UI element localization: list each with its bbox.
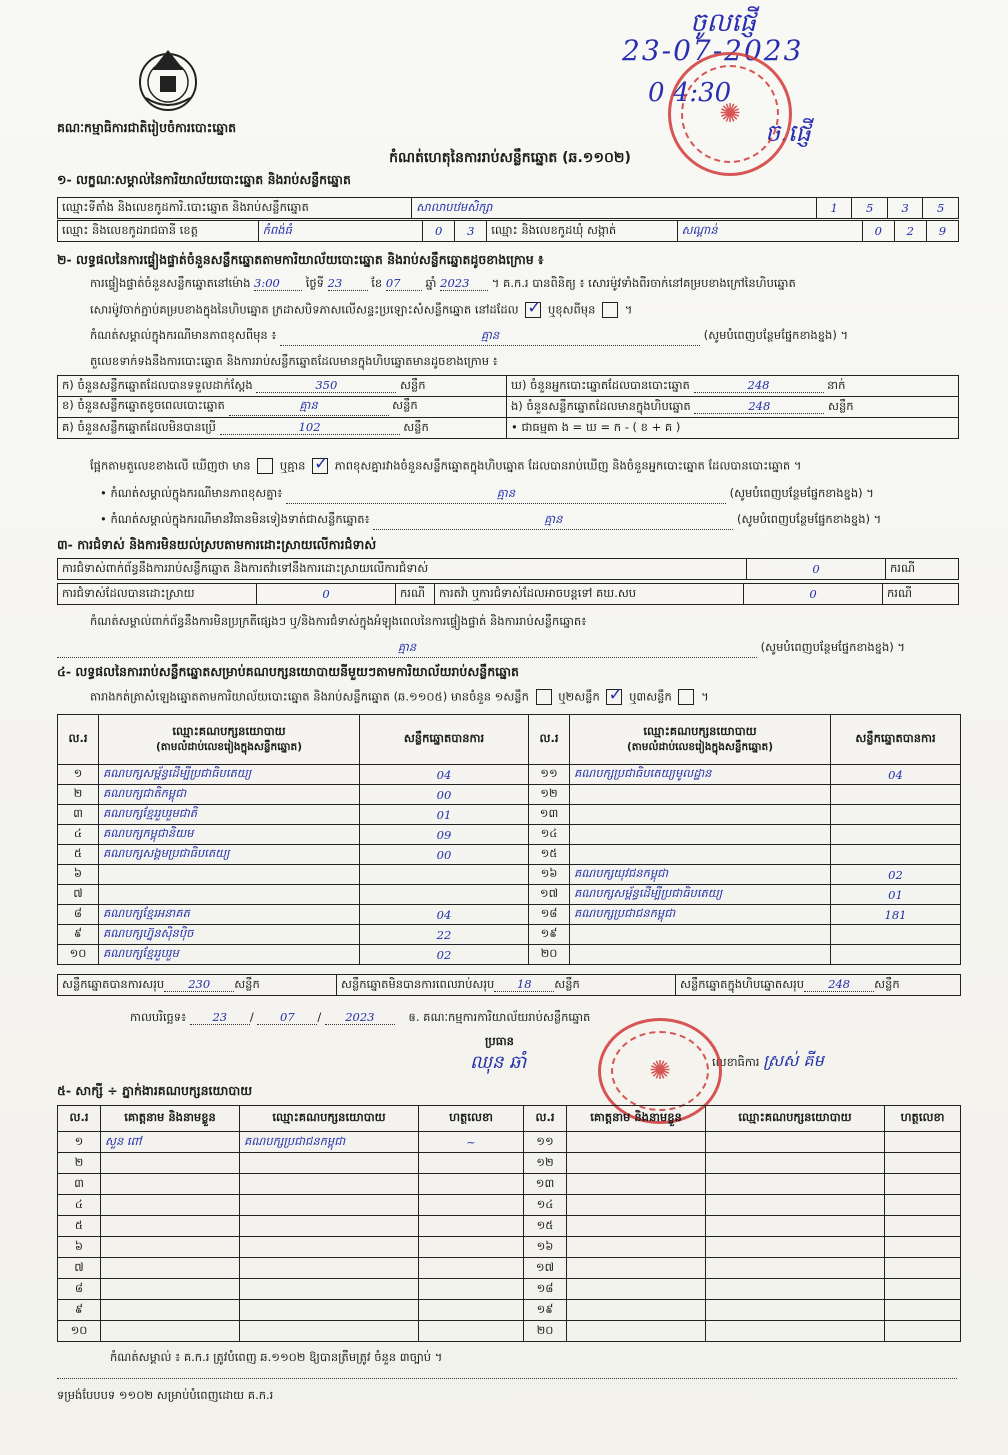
witness-name bbox=[101, 1258, 240, 1279]
discrepancy-line: ផ្អែកតាមតួលេខខាងលើ ឃើញថា មាន ឬគ្មាន ✓ ភាពខុសគ្នារវាងចំនួនសន្លឹកឆ្នោតក្នុងហិបឆ្នោត ដែលបានរាប់ឃើញ និងចំនួនអ្នកបោះឆ្នោត ដែលបានបោះឆ្នោត ។ bbox=[90, 458, 801, 476]
witness-party bbox=[240, 1258, 419, 1279]
results-row bbox=[58, 765, 961, 785]
counts-intro: តួលេខទាក់ទងនឹងការបោះឆ្នោត និងការរាប់សន្លឹកឆ្នោតដែលមានក្នុងហិបឆ្នោតមានដូចខាងក្រោម ៖ bbox=[90, 354, 498, 368]
party-name: គណបក្សសង្គមប្រជាធិបតេយ្យ bbox=[99, 845, 360, 865]
witness-row bbox=[58, 1132, 961, 1153]
footnote: កំណត់សម្គាល់ ៖ គ.ក.រ ត្រូវបំពេញ ឆ.១១០២ ឱ្យបានត្រឹមត្រូវ ចំនួន ៣ច្បាប់ ។ bbox=[110, 1350, 443, 1364]
party-number: ៨ bbox=[58, 905, 99, 925]
party-number: ៤ bbox=[58, 825, 99, 845]
signing-date-line: កាលបរិច្ឆេទ៖ 23 / 07 / 2023 ឲ. គណៈកម្មការការិយាល័យរាប់សន្លឹកឆ្នោត bbox=[130, 1010, 591, 1024]
party-number: ១៦ bbox=[529, 865, 570, 885]
party-votes bbox=[831, 825, 961, 845]
witness-name bbox=[567, 1321, 706, 1342]
witness-party bbox=[240, 1321, 419, 1342]
party-number: ៩ bbox=[58, 925, 99, 945]
witness-signature bbox=[885, 1279, 961, 1300]
witness-name bbox=[567, 1153, 706, 1174]
results-row bbox=[58, 845, 961, 865]
verification-day: 23 bbox=[328, 276, 368, 291]
party-votes: 09 bbox=[360, 825, 529, 845]
witness-signature bbox=[419, 1237, 524, 1258]
witness-name bbox=[101, 1153, 240, 1174]
tally-sheet-line: តារាងកត់ត្រាសំឡេងឆ្នោតតាមការិយាល័យបោះឆ្នោត និងរាប់សន្លឹកឆ្នោត (ឆ.១១០៥) មានចំនួន ១សន្លឹក ឬ២សន្លឹក ✓ ឬ៣សន្លឹក ។ bbox=[90, 689, 709, 707]
witness-name bbox=[567, 1174, 706, 1195]
commune-code-digit: 2 bbox=[894, 221, 926, 242]
witness-number: ១៦ bbox=[524, 1237, 567, 1258]
section1-heading: ១- លក្ខណៈសម្គាល់នៃការិយាល័យបោះឆ្នោត និងរាប់សន្លឹកឆ្នោត bbox=[57, 172, 351, 187]
witness-signature bbox=[885, 1321, 961, 1342]
witness-number: ៣ bbox=[58, 1174, 101, 1195]
polling-station-value: សាលាបឋមសិក្សា bbox=[412, 198, 817, 219]
witness-name bbox=[567, 1216, 706, 1237]
party-name: គណបក្សហ្វ៊ុនស៊ិនប៉ិច bbox=[99, 925, 360, 945]
witness-signature bbox=[885, 1174, 961, 1195]
results-row bbox=[58, 945, 961, 965]
received-time: 0 4:30 bbox=[648, 78, 732, 108]
total-valid-votes: 230 bbox=[164, 977, 234, 992]
party-number: ៣ bbox=[58, 805, 99, 825]
witness-party bbox=[240, 1237, 419, 1258]
witness-party bbox=[706, 1216, 885, 1237]
party-number: ១៣ bbox=[529, 805, 570, 825]
chair-signature: ឈុន ឆាំ bbox=[470, 1052, 527, 1073]
witness-number: ១ bbox=[58, 1132, 101, 1153]
witness-name bbox=[101, 1279, 240, 1300]
footer-divider bbox=[57, 1378, 957, 1379]
witness-signature bbox=[885, 1300, 961, 1321]
objections-count: 0 bbox=[747, 559, 886, 580]
party-number: ១៨ bbox=[529, 905, 570, 925]
objection-note: កំណត់សម្គាល់ពាក់ព័ន្ធនឹងការមិនប្រក្រតីផ្សេងៗ ឬ/និងការជំទាស់ក្នុងអំឡុងពេលនៃការផ្ទៀងផ្ទាត់ និងការរាប់សន្លឹកឆ្នោត៖ bbox=[90, 614, 587, 628]
section4-heading: ៤- លទ្ធផលនៃការរាប់សន្លឹកឆ្នោតសម្រាប់គណបក្សនយោបាយនីមួយៗតាមការិយាល័យរាប់សន្លឹកឆ្នោត bbox=[57, 664, 519, 679]
witness-row bbox=[58, 1300, 961, 1321]
witness-signature bbox=[419, 1216, 524, 1237]
witness-row bbox=[58, 1153, 961, 1174]
witness-party bbox=[706, 1195, 885, 1216]
irregularity-note: • កំណត់សម្គាល់ក្នុងករណីមានវិធានមិនទៀងទាត់ជាសន្លឹកឆ្នោត៖ គ្មាន (សូមបំពេញបន្ថែមផ្នែកខាងខ្នង) ។ bbox=[100, 512, 960, 530]
lock-check-line: សោរម៉ូវចាក់ភ្ជាប់គម្របខាងក្នុងនៃហិបឆ្នោត ក្រដាសបិទភាសលើសន្ទះប្រឡោះសំសន្លឹកឆ្នោត នៅដដែល ✓ ឬខុសពីមុន ។ bbox=[90, 302, 632, 320]
witness-number: ១១ bbox=[524, 1132, 567, 1153]
commune-value: សណ្ដាន់ bbox=[677, 221, 862, 242]
section2-heading: ២- លទ្ធផលនៃការផ្ទៀងផ្ទាត់ចំនួនសន្លឹកឆ្នោតតាមការិយាល័យបោះឆ្នោត និងរាប់សន្លឹកឆ្នោតដូចខាងក្រោម ៖ bbox=[57, 252, 544, 267]
witness-number: ៥ bbox=[58, 1216, 101, 1237]
witness-number: ១៣ bbox=[524, 1174, 567, 1195]
polling-station-label: ឈ្មោះទីតាំង និងលេខកូដការិ.បោះឆ្នោត និងរាប់សន្លឹកឆ្នោត bbox=[58, 198, 412, 219]
party-votes: 04 bbox=[831, 765, 961, 785]
party-votes bbox=[831, 945, 961, 965]
province-value: កំពង់ធំ bbox=[258, 221, 422, 242]
section1-table bbox=[57, 197, 959, 219]
witness-party bbox=[706, 1300, 885, 1321]
witness-name bbox=[567, 1132, 706, 1153]
witness-number: ៧ bbox=[58, 1258, 101, 1279]
witness-number: ១៨ bbox=[524, 1279, 567, 1300]
party-votes: 00 bbox=[360, 785, 529, 805]
witness-signature bbox=[885, 1258, 961, 1279]
ballots-spoiled: គ្មាន bbox=[229, 398, 389, 416]
witness-party bbox=[706, 1258, 885, 1279]
witness-table: ល.រ គោត្តនាម និងនាមខ្លួន ឈ្មោះគណបក្សនយោបាយ ហត្ថលេខា ល.រ គោត្តនាម និងនាមខ្លួន ឈ្មោះគណបក្សនយោបាយ ហត្ថលេខា ១ សួន ពៅ គណបក្សប្រជាជនកម្ពុជា ~ ១១ ២ ១២ ៣ ១៣ ៤ ១៤ ៥ ១៥ ៦ ១៦ ៧ ១៧ ៨ ១៨ ៩ ១៩ ១០ ២០ bbox=[57, 1105, 961, 1342]
results-row bbox=[58, 925, 961, 945]
witness-number: ២ bbox=[58, 1153, 101, 1174]
signing-year: 2023 bbox=[325, 1010, 395, 1025]
forwarded-objections-count: 0 bbox=[744, 584, 883, 605]
witness-signature bbox=[419, 1195, 524, 1216]
verification-month: 07 bbox=[386, 276, 422, 291]
witness-number: ១០ bbox=[58, 1321, 101, 1342]
form-title: កំណត់ហេតុនៃការរាប់សន្លឹកឆ្នោត (ឆ.១១០២) bbox=[389, 150, 631, 166]
total-invalid-votes: 18 bbox=[494, 977, 554, 992]
party-name: គណបក្សខ្មែររួបរួម bbox=[99, 945, 360, 965]
results-row bbox=[58, 825, 961, 845]
results-totals: សន្លឹកឆ្នោតបានការសរុប 230 សន្លឹក សន្លឹកឆ្នោតមិនបានការពេលរាប់សរុប 18 សន្លឹក សន្លឹកឆ្នោតក្នុងហិបឆ្នោតសរុប 248 សន្លឹក bbox=[57, 974, 961, 996]
results-row bbox=[58, 885, 961, 905]
party-name: គណបក្សខ្មែររួបរួមជាតិ bbox=[99, 805, 360, 825]
section5-heading: ៥- សាក្សី ÷ ភ្នាក់ងារគណបក្សនយោបាយ bbox=[57, 1083, 253, 1098]
received-signature: ច.ផ្ញើ bbox=[765, 119, 811, 147]
witness-number: ៦ bbox=[58, 1237, 101, 1258]
witness-signature bbox=[419, 1279, 524, 1300]
count-row: ក) ចំនួនសន្លឹកឆ្នោតដែលបានទទួលដាក់ស្តែង 350 សន្លឹក ឃ) ចំនួនអ្នកបោះឆ្នោតដែលបានបោះឆ្នោត 248 នាក់ bbox=[58, 376, 959, 397]
witness-number: ៨ bbox=[58, 1279, 101, 1300]
party-votes bbox=[831, 925, 961, 945]
province-code-digit: 3 bbox=[455, 221, 487, 242]
witness-party bbox=[240, 1195, 419, 1216]
commune-code-digit: 9 bbox=[926, 221, 958, 242]
witness-party: គណបក្សប្រជាជនកម្ពុជា bbox=[240, 1132, 419, 1153]
secretary-signature: ស្រស់ គីម bbox=[763, 1051, 824, 1070]
witness-name bbox=[567, 1237, 706, 1258]
witness-party bbox=[240, 1279, 419, 1300]
witness-party bbox=[706, 1237, 885, 1258]
commune-code-digit: 0 bbox=[862, 221, 894, 242]
witness-party bbox=[240, 1216, 419, 1237]
witness-row bbox=[58, 1216, 961, 1237]
discrepancy-note-value: គ្មាន bbox=[286, 486, 726, 504]
seal-emblem-icon: ✺ bbox=[649, 1056, 671, 1086]
witness-signature: ~ bbox=[419, 1132, 524, 1153]
party-number: ១៥ bbox=[529, 845, 570, 865]
party-votes: 00 bbox=[360, 845, 529, 865]
witness-number: ១៥ bbox=[524, 1216, 567, 1237]
party-number: ១១ bbox=[529, 765, 570, 785]
station-code-digit: 3 bbox=[887, 198, 923, 219]
witness-party bbox=[706, 1153, 885, 1174]
witness-signature bbox=[419, 1300, 524, 1321]
difference-note-line: កំណត់សម្គាល់ក្នុងករណីមានភាពខុសពីមុន ៖ គ្មាន (សូមបំពេញបន្ថែមផ្នែកខាងខ្នង) ។ bbox=[90, 328, 960, 346]
party-number: ១៤ bbox=[529, 825, 570, 845]
witness-number: ១៤ bbox=[524, 1195, 567, 1216]
party-number: ១៧ bbox=[529, 885, 570, 905]
objection-note-line: គ្មាន (សូមបំពេញបន្ថែមផ្នែកខាងខ្នង) ។ bbox=[57, 640, 957, 658]
witness-signature bbox=[419, 1153, 524, 1174]
province-label: ឈ្មោះ និងលេខកូដរាជធានី ខេត្ត bbox=[58, 221, 259, 242]
results-row bbox=[58, 865, 961, 885]
results-row bbox=[58, 805, 961, 825]
resolved-objections-count: 0 bbox=[257, 584, 396, 605]
party-votes bbox=[831, 845, 961, 865]
witness-name bbox=[101, 1174, 240, 1195]
party-number: ៦ bbox=[58, 865, 99, 885]
witness-party bbox=[240, 1153, 419, 1174]
witness-name bbox=[101, 1300, 240, 1321]
party-name: គណបក្សយុវជនកម្ពុជា bbox=[570, 865, 831, 885]
station-code-digit: 5 bbox=[923, 198, 959, 219]
party-name bbox=[99, 885, 360, 905]
party-votes: 04 bbox=[360, 905, 529, 925]
section1-table-row2 bbox=[57, 220, 959, 242]
party-votes: 01 bbox=[831, 885, 961, 905]
party-name: គណបក្សសម្ព័ន្ធដើម្បីប្រជាធិបតេយ្យ bbox=[99, 765, 360, 785]
party-name: គណបក្សប្រជាជនកម្ពុជា bbox=[570, 905, 831, 925]
three-sheets-checkbox[interactable] bbox=[678, 689, 694, 705]
party-name bbox=[570, 945, 831, 965]
voters-voted: 248 bbox=[694, 378, 824, 393]
objections-table-row2: ការជំទាស់ដែលបានដោះស្រាយ 0 ករណី ការតវ៉ា ឬការជំទាស់ដែលអាចបន្តទៅ គឃ.សប 0 ករណី bbox=[57, 583, 959, 605]
witness-name bbox=[567, 1300, 706, 1321]
witness-name bbox=[101, 1216, 240, 1237]
ballots-in-box: 248 bbox=[694, 399, 824, 414]
seal-emblem-icon: ✺ bbox=[719, 99, 741, 129]
witness-signature bbox=[419, 1321, 524, 1342]
chair-label: ប្រធាន bbox=[485, 1034, 514, 1048]
signing-day: 23 bbox=[190, 1010, 250, 1025]
party-votes: 02 bbox=[360, 945, 529, 965]
witness-party bbox=[706, 1132, 885, 1153]
ballot-counts-table bbox=[57, 375, 959, 439]
witness-name: សួន ពៅ bbox=[101, 1132, 240, 1153]
witness-row bbox=[58, 1237, 961, 1258]
witness-row bbox=[58, 1279, 961, 1300]
party-name bbox=[570, 785, 831, 805]
form-note: ទម្រង់បែបបទ ១១០២ សម្រាប់បំពេញដោយ គ.ក.រ bbox=[57, 1388, 274, 1402]
results-row bbox=[58, 785, 961, 805]
difference-note-value: គ្មាន bbox=[280, 328, 700, 346]
witness-signature bbox=[885, 1195, 961, 1216]
witness-name bbox=[567, 1258, 706, 1279]
objections-table: ការជំទាស់ពាក់ព័ន្ធនឹងការរាប់សន្លឹកឆ្នោត និងការតវ៉ាទៅនឹងការដោះស្រាយលើការជំទាស់ 0 ករណី bbox=[57, 558, 959, 580]
party-number: ១២ bbox=[529, 785, 570, 805]
witness-row bbox=[58, 1258, 961, 1279]
party-votes bbox=[831, 785, 961, 805]
witness-signature bbox=[885, 1237, 961, 1258]
witness-name bbox=[567, 1279, 706, 1300]
one-sheet-checkbox[interactable] bbox=[536, 689, 552, 705]
ballots-unused: 102 bbox=[220, 420, 400, 435]
nec-emblem-icon bbox=[132, 42, 204, 114]
witness-party bbox=[706, 1321, 885, 1342]
party-votes bbox=[360, 885, 529, 905]
party-votes bbox=[831, 805, 961, 825]
party-votes bbox=[360, 865, 529, 885]
witness-number: ១៧ bbox=[524, 1258, 567, 1279]
party-name: គណបក្សកម្ពុជានិយម bbox=[99, 825, 360, 845]
party-votes: 02 bbox=[831, 865, 961, 885]
station-code-digit: 1 bbox=[816, 198, 852, 219]
has-discrepancy-checkbox[interactable] bbox=[257, 458, 273, 474]
discrepancy-note: • កំណត់សម្គាល់ក្នុងករណីមានភាពខុសគ្នា៖ គ្មាន (សូមបំពេញបន្ថែមផ្នែកខាងខ្នង) ។ bbox=[100, 486, 960, 504]
party-votes: 181 bbox=[831, 905, 961, 925]
party-votes: 01 bbox=[360, 805, 529, 825]
ballots-received: 350 bbox=[256, 378, 396, 393]
party-name bbox=[570, 925, 831, 945]
witness-signature bbox=[419, 1258, 524, 1279]
witness-party bbox=[706, 1279, 885, 1300]
witness-number: ២០ bbox=[524, 1321, 567, 1342]
party-name bbox=[570, 845, 831, 865]
results-row bbox=[58, 905, 961, 925]
witness-row bbox=[58, 1321, 961, 1342]
witness-row bbox=[58, 1195, 961, 1216]
party-name: គណបក្សជាតិកម្ពុជា bbox=[99, 785, 360, 805]
commune-label: ឈ្មោះ និងលេខកូដឃុំ សង្កាត់ bbox=[487, 221, 677, 242]
count-row: ខ) ចំនួនសន្លឹកឆ្នោតខូចពេលបោះឆ្នោត គ្មាន សន្លឹក ង) ចំនួនសន្លឹកឆ្នោតដែលមានក្នុងហិបឆ្នោត 248 សន្លឹក bbox=[58, 397, 959, 418]
party-votes: 22 bbox=[360, 925, 529, 945]
witness-party bbox=[240, 1300, 419, 1321]
witness-party bbox=[240, 1174, 419, 1195]
verification-time: 3:00 bbox=[254, 276, 302, 291]
witness-name bbox=[101, 1321, 240, 1342]
witness-row bbox=[58, 1174, 961, 1195]
section3-heading: ៣- ការជំទាស់ និងការមិនយល់ស្របតាមការដោះស្រាយលើការជំទាស់ bbox=[57, 537, 377, 552]
total-ballots-in-box: 248 bbox=[804, 977, 874, 992]
received-note: ចូលផ្ញើ bbox=[690, 8, 757, 38]
count-row: គ) ចំនួនសន្លឹកឆ្នោតដែលមិនបានប្រើ 102 សន្លឹក • ជាធម្មតា ង = ឃ = ក - ( ខ + គ ) bbox=[58, 418, 959, 439]
verification-year: 2023 bbox=[440, 276, 488, 291]
secretary-line: លេខាធិការ ស្រស់ គីម bbox=[712, 1051, 824, 1070]
station-code-digit: 5 bbox=[852, 198, 888, 219]
witness-number: ១៩ bbox=[524, 1300, 567, 1321]
received-date: 23-07-2023 bbox=[622, 34, 804, 67]
witness-signature bbox=[885, 1153, 961, 1174]
objection-note-value: គ្មាន bbox=[57, 640, 757, 658]
signing-month: 07 bbox=[257, 1010, 317, 1025]
party-number: ២ bbox=[58, 785, 99, 805]
party-name bbox=[99, 865, 360, 885]
witness-number: ១២ bbox=[524, 1153, 567, 1174]
changed-checkbox[interactable] bbox=[602, 302, 618, 318]
witness-party bbox=[706, 1174, 885, 1195]
party-number: ១០ bbox=[58, 945, 99, 965]
party-name bbox=[570, 805, 831, 825]
party-name: គណបក្សខ្មែរអនាគត bbox=[99, 905, 360, 925]
witness-name bbox=[101, 1195, 240, 1216]
party-number: ២០ bbox=[529, 945, 570, 965]
party-name bbox=[570, 825, 831, 845]
province-code-digit: 0 bbox=[423, 221, 455, 242]
verification-line: ការផ្ទៀងផ្ទាត់ចំនួនសន្លឹកឆ្នោតនៅម៉ោង 3:00 ថ្ងៃទី 23 ខែ 07 ឆ្នាំ 2023 ។ គ.ក.រ បានពិនិត្យ ៖ សោរម៉ូវទាំងពីរចាក់នៅគម្របខាងក្រៅនៃហិបឆ្នោត bbox=[90, 276, 796, 290]
witness-signature bbox=[885, 1132, 961, 1153]
irregularity-note-value: គ្មាន bbox=[373, 512, 733, 530]
witness-name bbox=[567, 1195, 706, 1216]
unchanged-checkbox[interactable] bbox=[525, 302, 541, 318]
witness-number: ៤ bbox=[58, 1195, 101, 1216]
witness-signature bbox=[419, 1174, 524, 1195]
party-name: គណបក្សប្រជាធិបតេយ្យមូលដ្ឋាន bbox=[570, 765, 831, 785]
organization-name: គណៈកម្មាធិការជាតិរៀបចំការបោះឆ្នោត bbox=[57, 120, 237, 135]
party-results-table: ល.រ ឈ្មោះគណបក្សនយោបាយ (តាមលំដាប់លេខរៀងក្នុងសន្លឹកឆ្នោត) សន្លឹកឆ្នោតបានការ ល.រ ឈ្មោះគណបក្សនយោបាយ (តាមលំដាប់លេខរៀងក្នុងសន្លឹកឆ្នោត) សន្លឹកឆ្នោតបានការ ១ គណបក្សសម្ព័ន្ធដើម្បីប្រជាធិបតេយ្យ 04 ១១ គណបក្សប្រជាធិបតេយ្យមូលដ្ឋាន 04 ២ គណបក្សជាតិកម្ពុជា 00 ១២ ៣ គណបក្សខ្មែររួបរួមជាតិ 01 ១៣ ៤ គណបក្សកម្ពុជានិយម 09 ១៤ ៥ គណបក្សសង្គមប្រជាធិបតេយ្យ 00 ១៥ ៦ ១៦ គណបក្សយុវជនកម្ពុជា 02 ៧ ១៧ គណបក្សសម្ព័ន្ធដើម្បីប្រជាធិបតេយ្យ 01 ៨ គណបក្សខ្មែរអនាគត 04 ១៨ គណបក្សប្រជាជនកម្ពុជា 181 ៩ គណបក្សហ្វ៊ុនស៊ិនប៉ិច 22 ១៩ ១០ គណបក្សខ្មែររួបរួម 02 ២០ bbox=[57, 714, 961, 965]
party-votes: 04 bbox=[360, 765, 529, 785]
party-number: ៥ bbox=[58, 845, 99, 865]
two-sheets-checkbox[interactable] bbox=[606, 689, 622, 705]
no-discrepancy-checkbox[interactable] bbox=[312, 458, 328, 474]
witness-name bbox=[101, 1237, 240, 1258]
witness-number: ៩ bbox=[58, 1300, 101, 1321]
witness-signature bbox=[885, 1216, 961, 1237]
party-number: ១ bbox=[58, 765, 99, 785]
party-number: ៧ bbox=[58, 885, 99, 905]
party-name: គណបក្សសម្ព័ន្ធដើម្បីប្រជាធិបតេយ្យ bbox=[570, 885, 831, 905]
party-number: ១៩ bbox=[529, 925, 570, 945]
